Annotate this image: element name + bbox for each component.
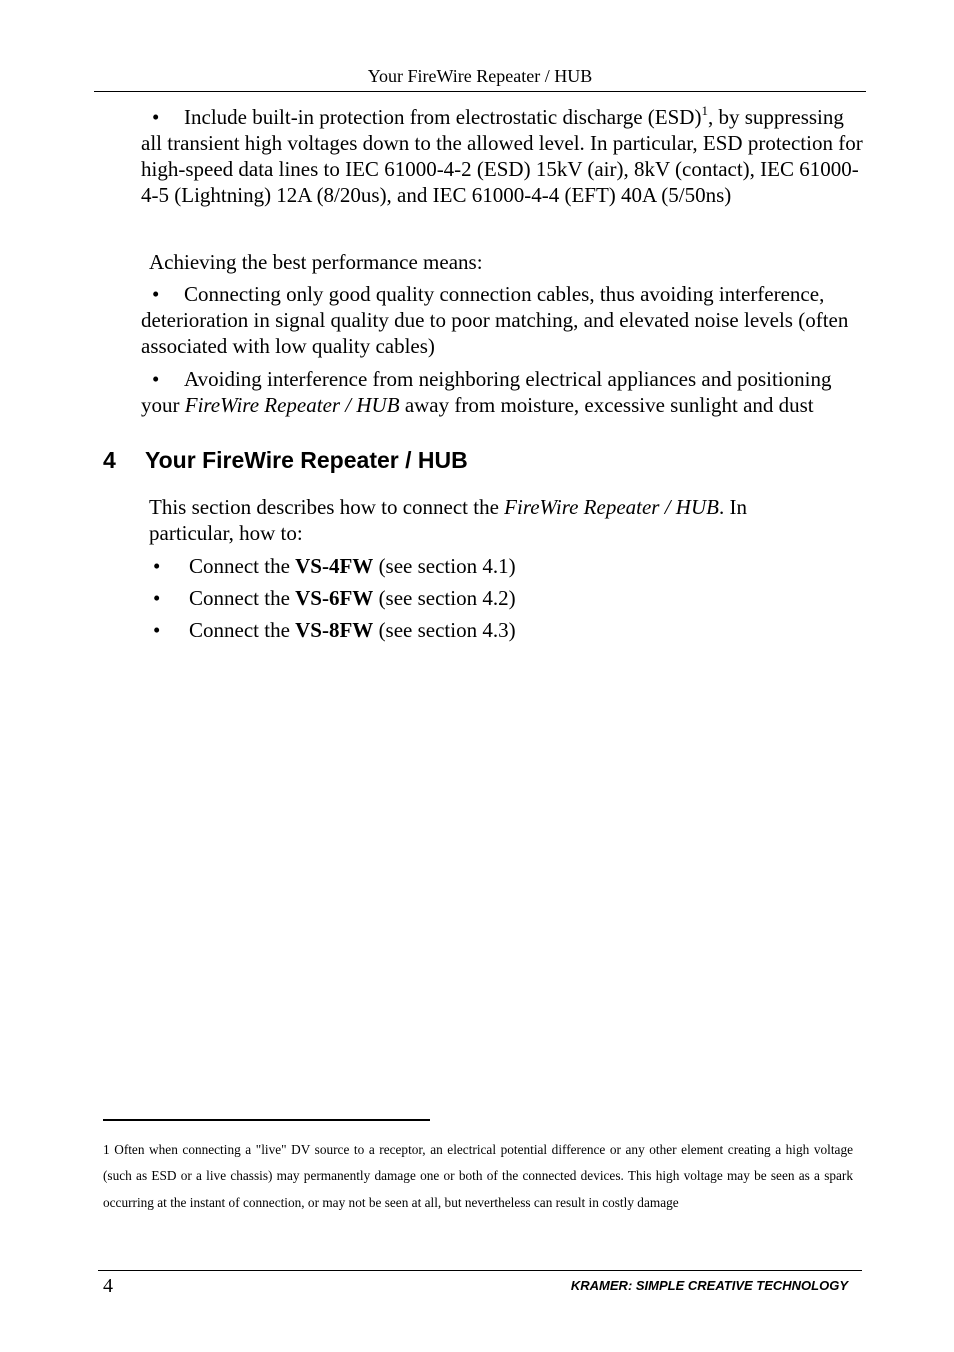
- esd-bullet-paragraph: [141, 104, 866, 208]
- bullet-icon: •: [153, 554, 161, 578]
- footer-brand: KRAMER: SIMPLE CREATIVE TECHNOLOGY: [570, 1278, 848, 1293]
- performance-intro: Achieving the best performance means:: [149, 250, 483, 274]
- model-name: VS-8FW: [295, 618, 374, 642]
- item-suffix[interactable]: (see section 4.2): [373, 586, 516, 610]
- section-title: Your FireWire Repeater / HUB: [145, 447, 468, 473]
- footnote-reference[interactable]: 1: [701, 103, 708, 118]
- product-name: FireWire Repeater / HUB: [504, 495, 719, 519]
- list-item: [149, 553, 516, 579]
- product-name: FireWire Repeater / HUB: [184, 393, 400, 417]
- bullet-icon: •: [152, 282, 160, 306]
- model-name: VS-6FW: [295, 586, 374, 610]
- item-prefix: Connect the: [189, 554, 296, 578]
- header-title: Your FireWire Repeater / HUB: [367, 66, 593, 86]
- interference-text-b: away from moisture, excessive sunlight and dust: [399, 393, 814, 417]
- bullet-icon: •: [152, 367, 160, 391]
- cables-bullet-paragraph: [141, 281, 866, 359]
- esd-text-b: , by suppressing all transient high voltages down to the allowed level. In particular, ESD protection for high-speed data lines to IEC 61000-4-2 (ESD) 15kV (air), 8kV (contact), IEC 61000-4-5 (Lightning) 12A (8/20us), and IEC 61000-4-4 (EFT) 40A (5/50ns): [141, 105, 863, 207]
- bullet-icon: •: [153, 618, 161, 642]
- interference-bullet-paragraph: [141, 366, 866, 418]
- bullet-icon: •: [153, 586, 161, 610]
- list-item: [149, 585, 516, 611]
- item-suffix[interactable]: (see section 4.1): [373, 554, 516, 578]
- footnote-text: 1 Often when connecting a "live" DV source to a receptor, an electrical potential difference or any other element creating a high voltage (such as ESD or a live chassis) may permanently damage one or both of the connected devices. This high voltage may be seen as a spark occurring at the instant of connection, or may not be seen at all, but nevertheless can result in costly damage: [103, 1142, 853, 1210]
- cables-text: Connecting only good quality connection cables, thus avoiding interference, deterioration in signal quality due to poor matching, and elevated noise levels (often associated with low quality cables): [141, 282, 849, 358]
- section-intro: [149, 494, 829, 546]
- model-name: VS-4FW: [295, 554, 374, 578]
- page-number: 4: [103, 1275, 113, 1297]
- section-heading: [103, 445, 468, 475]
- interference-text-a: Avoiding interference from neighboring electrical appliances and positioning your: [141, 367, 832, 417]
- section-intro-a: This section describes how to connect the: [149, 495, 505, 519]
- bullet-icon: •: [152, 105, 160, 129]
- footnote-separator: [103, 1119, 430, 1121]
- running-header: [94, 64, 866, 92]
- section-number: 4: [103, 447, 116, 473]
- item-suffix[interactable]: (see section 4.3): [373, 618, 516, 642]
- footer-rule: [98, 1270, 862, 1271]
- list-item: [149, 617, 516, 643]
- section-intro-b: . In particular, how to:: [149, 495, 747, 545]
- esd-text-a: Include built-in protection from electrostatic discharge (ESD): [184, 105, 702, 129]
- item-prefix: Connect the: [189, 586, 296, 610]
- item-prefix: Connect the: [189, 618, 296, 642]
